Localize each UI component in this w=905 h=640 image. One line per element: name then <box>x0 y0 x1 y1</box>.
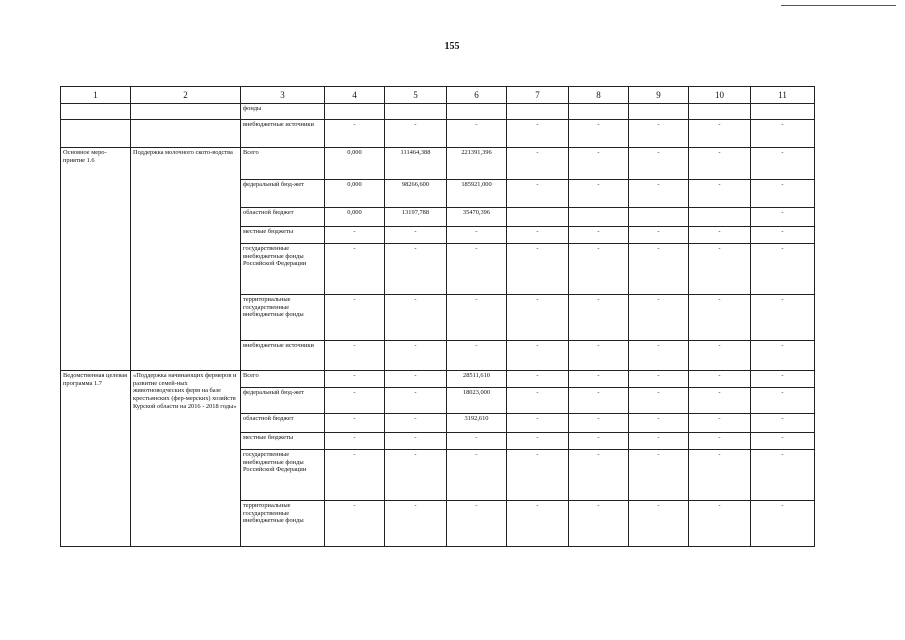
value-cell: - <box>689 341 751 371</box>
value-cell: - <box>507 371 569 388</box>
value-cell: - <box>447 295 507 341</box>
value-cell: - <box>751 180 815 208</box>
value-cell: - <box>507 433 569 450</box>
value-cell: - <box>325 433 385 450</box>
value-cell: 35470,396 <box>447 208 507 227</box>
page-number: 155 <box>444 41 460 52</box>
value-cell: - <box>751 414 815 433</box>
header-cell: 6 <box>447 87 507 104</box>
value-cell <box>629 104 689 120</box>
value-cell: - <box>751 450 815 501</box>
value-cell: - <box>689 148 751 180</box>
value-cell: - <box>751 295 815 341</box>
funding-source-cell: Всего <box>241 371 325 388</box>
value-cell: - <box>751 120 815 148</box>
value-cell: - <box>569 295 629 341</box>
value-cell: - <box>385 433 447 450</box>
funding-source-cell: местные бюджеты <box>241 433 325 450</box>
program-name-cell <box>131 120 241 148</box>
value-cell: - <box>629 341 689 371</box>
header-cell: 10 <box>689 87 751 104</box>
value-cell: - <box>751 341 815 371</box>
header-cell: 9 <box>629 87 689 104</box>
value-cell: - <box>385 414 447 433</box>
funding-source-cell: местные бюджеты <box>241 227 325 244</box>
header-cell: 5 <box>385 87 447 104</box>
value-cell: - <box>507 180 569 208</box>
value-cell: - <box>325 295 385 341</box>
value-cell: - <box>569 244 629 295</box>
value-cell: - <box>325 341 385 371</box>
value-cell: - <box>325 388 385 414</box>
value-cell: - <box>569 388 629 414</box>
value-cell: 0,000 <box>325 148 385 180</box>
value-cell <box>689 208 751 227</box>
value-cell: - <box>689 433 751 450</box>
value-cell: - <box>385 341 447 371</box>
value-cell: - <box>507 227 569 244</box>
value-cell: - <box>689 295 751 341</box>
value-cell: - <box>751 388 815 414</box>
value-cell <box>751 104 815 120</box>
funding-source-cell: внебюджетные источники <box>241 341 325 371</box>
value-cell: - <box>751 501 815 547</box>
value-cell: 18023,000 <box>447 388 507 414</box>
value-cell <box>325 104 385 120</box>
value-cell <box>507 208 569 227</box>
value-cell: - <box>507 388 569 414</box>
value-cell: - <box>325 450 385 501</box>
value-cell: - <box>569 120 629 148</box>
value-cell: 98266,600 <box>385 180 447 208</box>
value-cell: - <box>569 433 629 450</box>
value-cell <box>629 208 689 227</box>
funding-source-cell: территориальные государственные внебюджетные фонды <box>241 501 325 547</box>
value-cell: - <box>751 433 815 450</box>
value-cell: - <box>629 388 689 414</box>
value-cell: 185921,000 <box>447 180 507 208</box>
funding-source-cell: областной бюджет <box>241 208 325 227</box>
value-cell: - <box>629 433 689 450</box>
header-cell: 3 <box>241 87 325 104</box>
table-row <box>61 104 815 120</box>
value-cell <box>569 104 629 120</box>
value-cell: - <box>751 208 815 227</box>
value-cell: - <box>629 148 689 180</box>
value-cell: - <box>629 227 689 244</box>
value-cell: - <box>325 227 385 244</box>
header-row <box>61 87 815 104</box>
value-cell: - <box>569 341 629 371</box>
value-cell <box>569 208 629 227</box>
value-cell: - <box>751 148 815 180</box>
value-cell: - <box>629 120 689 148</box>
value-cell: - <box>385 244 447 295</box>
value-cell: 13197,788 <box>385 208 447 227</box>
value-cell: - <box>569 180 629 208</box>
value-cell: - <box>507 244 569 295</box>
funding-source-cell: государственные внебюджетные фонды Российской Федерации <box>241 244 325 295</box>
value-cell: - <box>689 371 751 388</box>
value-cell: - <box>507 120 569 148</box>
header-cell: 7 <box>507 87 569 104</box>
table-row <box>61 371 815 388</box>
program-name-cell: «Поддержка начинающих фермеров и развитие семей-ных животноводческих ферм на базе крестьянских (фер-мерских) хозяйств Курской области на 2016 - 2018 годы» <box>131 371 241 547</box>
value-cell <box>385 104 447 120</box>
value-cell: - <box>629 371 689 388</box>
value-cell: - <box>385 227 447 244</box>
funding-source-cell: федеральный бюд-жет <box>241 180 325 208</box>
value-cell: 111464,388 <box>385 148 447 180</box>
value-cell: - <box>629 450 689 501</box>
program-code-cell: Ведомственная целевая программа 1.7 <box>61 371 131 547</box>
value-cell: 28511,610 <box>447 371 507 388</box>
funding-source-cell: фонды <box>241 104 325 120</box>
program-code-cell <box>61 104 131 120</box>
value-cell: - <box>689 501 751 547</box>
header-cell: 2 <box>131 87 241 104</box>
program-name-cell: Поддержка молочного ското-водства <box>131 148 241 371</box>
value-cell <box>689 104 751 120</box>
header-cell: 1 <box>61 87 131 104</box>
header-cell: 8 <box>569 87 629 104</box>
value-cell: - <box>689 414 751 433</box>
value-cell: - <box>507 341 569 371</box>
table-row <box>61 120 815 148</box>
value-cell: - <box>629 501 689 547</box>
funding-source-cell: областной бюджет <box>241 414 325 433</box>
value-cell: - <box>325 120 385 148</box>
table-body <box>61 104 815 547</box>
value-cell: - <box>507 414 569 433</box>
value-cell: - <box>447 120 507 148</box>
value-cell: 3192,610 <box>447 414 507 433</box>
value-cell: - <box>751 244 815 295</box>
value-cell: - <box>569 501 629 547</box>
program-code-cell: Основное меро-приятие 1.6 <box>61 148 131 371</box>
value-cell: - <box>385 388 447 414</box>
value-cell: - <box>385 295 447 341</box>
value-cell: - <box>689 180 751 208</box>
value-cell: 221391,396 <box>447 148 507 180</box>
value-cell: - <box>447 341 507 371</box>
value-cell: - <box>689 120 751 148</box>
value-cell: - <box>385 371 447 388</box>
value-cell: - <box>569 414 629 433</box>
table-row <box>61 148 815 180</box>
value-cell: - <box>569 148 629 180</box>
value-cell: - <box>751 371 815 388</box>
funding-source-cell: территориальные государственные внебюджетные фонды <box>241 295 325 341</box>
value-cell: - <box>325 501 385 547</box>
value-cell <box>447 104 507 120</box>
value-cell: - <box>447 227 507 244</box>
value-cell: - <box>507 450 569 501</box>
value-cell: - <box>447 450 507 501</box>
value-cell: 0,000 <box>325 208 385 227</box>
budget-table <box>60 86 815 547</box>
value-cell: - <box>447 244 507 295</box>
value-cell: - <box>447 433 507 450</box>
value-cell: - <box>385 120 447 148</box>
value-cell: - <box>629 244 689 295</box>
value-cell: - <box>629 414 689 433</box>
program-name-cell <box>131 104 241 120</box>
value-cell: - <box>507 148 569 180</box>
header-cell: 4 <box>325 87 385 104</box>
funding-source-cell: внебюджетные источники <box>241 120 325 148</box>
value-cell: - <box>689 388 751 414</box>
value-cell: - <box>325 371 385 388</box>
value-cell: - <box>507 295 569 341</box>
top-rule <box>781 5 896 6</box>
value-cell: - <box>569 371 629 388</box>
program-code-cell <box>61 120 131 148</box>
value-cell: - <box>629 295 689 341</box>
value-cell: - <box>689 227 751 244</box>
value-cell: - <box>569 227 629 244</box>
value-cell: - <box>325 414 385 433</box>
header-cell: 11 <box>751 87 815 104</box>
value-cell: - <box>569 450 629 501</box>
value-cell: - <box>751 227 815 244</box>
value-cell: - <box>385 450 447 501</box>
value-cell: - <box>325 244 385 295</box>
value-cell: 0,000 <box>325 180 385 208</box>
value-cell: - <box>629 180 689 208</box>
value-cell: - <box>447 501 507 547</box>
value-cell: - <box>689 450 751 501</box>
value-cell: - <box>689 244 751 295</box>
value-cell <box>507 104 569 120</box>
value-cell: - <box>507 501 569 547</box>
value-cell: - <box>385 501 447 547</box>
funding-source-cell: Всего <box>241 148 325 180</box>
funding-source-cell: федеральный бюд-жет <box>241 388 325 414</box>
funding-source-cell: государственные внебюджетные фонды Российской Федерации <box>241 450 325 501</box>
